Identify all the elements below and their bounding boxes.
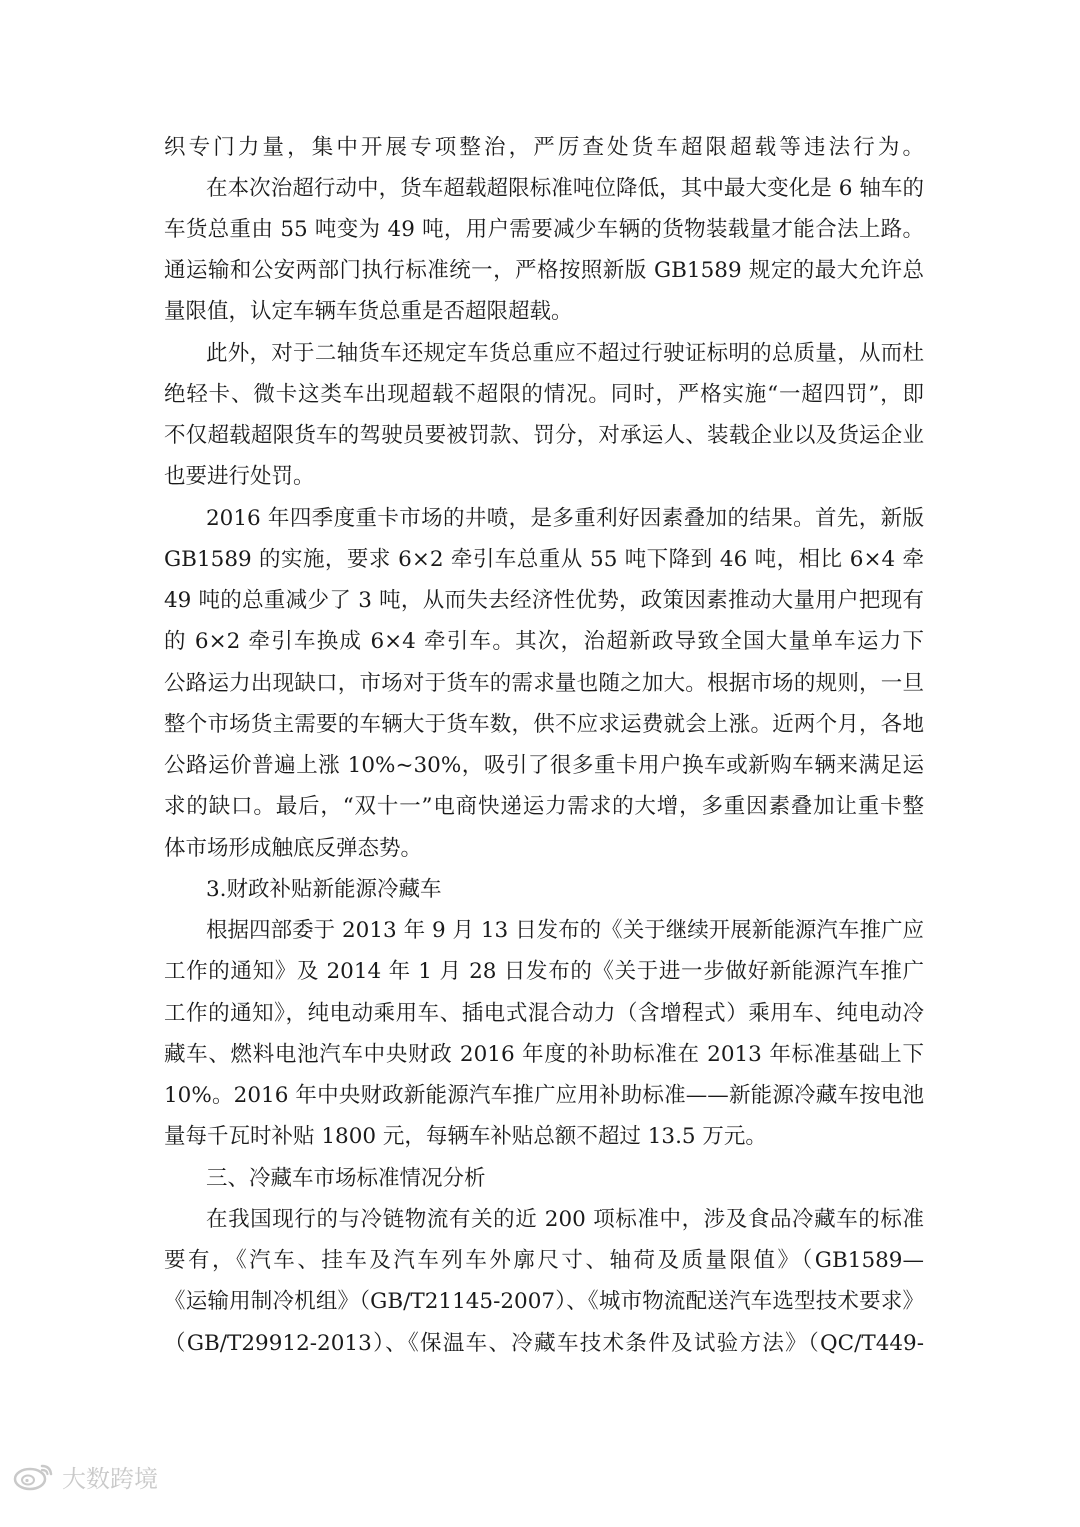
text-line: 根据四部委于 2013 年 9 月 13 日发布的《关于继续开展新能源汽车推广应 <box>206 918 924 943</box>
text-line: 藏车、燃料电池汽车中央财政 2016 年度的补助标准在 2013 年标准基础上下 <box>164 1042 924 1067</box>
text-line: 要有，《汽车、挂车及汽车列车外廓尺寸、轴荷及质量限值》（GB1589— <box>164 1248 924 1273</box>
text-line: 通运输和公安两部门执行标准统一，严格按照新版 GB1589 规定的最大允许总 <box>164 258 924 283</box>
text-line: 量每千瓦时补贴 1800 元，每辆车补贴总额不超过 13.5 万元。 <box>164 1124 767 1149</box>
text-line: 绝轻卡、微卡这类车出现超载不超限的情况。同时，严格实施“一超四罚”，即 <box>164 382 924 407</box>
text-line: 10%。2016 年中央财政新能源汽车推广应用补助标准——新能源冷藏车按电池 <box>164 1083 924 1108</box>
text-line: 的 6×2 牵引车换成 6×4 牵引车。其次，治超新政导致全国大量单车运力下 <box>164 629 924 654</box>
text-line: 也要进行处罚。 <box>164 464 315 489</box>
text-line: 公路运价普遍上涨 10%~30%，吸引了很多重卡用户换车或新购车辆来满足运 <box>164 753 924 778</box>
text-line: 公路运力出现缺口，市场对于货车的需求量也随之加大。根据市场的规则，一旦 <box>164 671 924 696</box>
text-line: 在本次治超行动中，货车超载超限标准吨位降低，其中最大变化是 6 轴车的 <box>206 176 924 201</box>
text-line: 整个市场货主需要的车辆大于货车数，供不应求运费就会上涨。近两个月，各地 <box>164 712 924 737</box>
text-line: 49 吨的总重减少了 3 吨，从而失去经济性优势，政策因素推动大量用户把现有 <box>164 588 924 613</box>
text-line: GB1589 的实施，要求 6×2 牵引车总重从 55 吨下降到 46 吨，相比 6×4 牵 <box>164 547 924 572</box>
watermark <box>12 1456 158 1496</box>
watermark-text: 大数跨境 <box>62 1464 158 1493</box>
text-line: 车货总重由 55 吨变为 49 吨，用户需要减少车辆的货物装载量才能合法上路。 <box>164 217 924 242</box>
text-line: 《运输用制冷机组》（GB/T21145-2007）、《城市物流配送汽车选型技术要求》 <box>164 1289 924 1314</box>
text-line: 此外，对于二轴货车还规定车货总重应不超过行驶证标明的总质量，从而杜 <box>206 341 924 366</box>
text-line: 体市场形成触底反弹态势。 <box>164 836 423 861</box>
text-line: （GB/T29912-2013）、《保温车、冷藏车技术条件及试验方法》（QC/T449- <box>164 1331 924 1356</box>
section-heading: 三、冷藏车市场标准情况分析 <box>206 1166 486 1191</box>
text-line: 工作的通知》，纯电动乘用车、插电式混合动力（含增程式）乘用车、纯电动冷 <box>164 1001 924 1026</box>
section-heading: 3.财政补贴新能源冷藏车 <box>206 877 442 902</box>
text-line: 工作的通知》及 2014 年 1 月 28 日发布的《关于进一步做好新能源汽车推广 <box>164 959 924 984</box>
weibo-logo-icon <box>12 1460 56 1492</box>
text-line: 在我国现行的与冷链物流有关的近 200 项标准中，涉及食品冷藏车的标准 <box>206 1207 924 1232</box>
text-line: 织专门力量，集中开展专项整治，严厉查处货车超限超载等违法行为。 <box>164 135 924 160</box>
text-line: 量限值，认定车辆车货总重是否超限超载。 <box>164 299 573 324</box>
text-line: 求的缺口。最后，“双十一”电商快递运力需求的大增，多重因素叠加让重卡整 <box>164 794 924 819</box>
text-line: 2016 年四季度重卡市场的井喷，是多重利好因素叠加的结果。首先，新版 <box>206 506 924 531</box>
text-line: 不仅超载超限货车的驾驶员要被罚款、罚分，对承运人、装载企业以及货运企业 <box>164 423 924 448</box>
